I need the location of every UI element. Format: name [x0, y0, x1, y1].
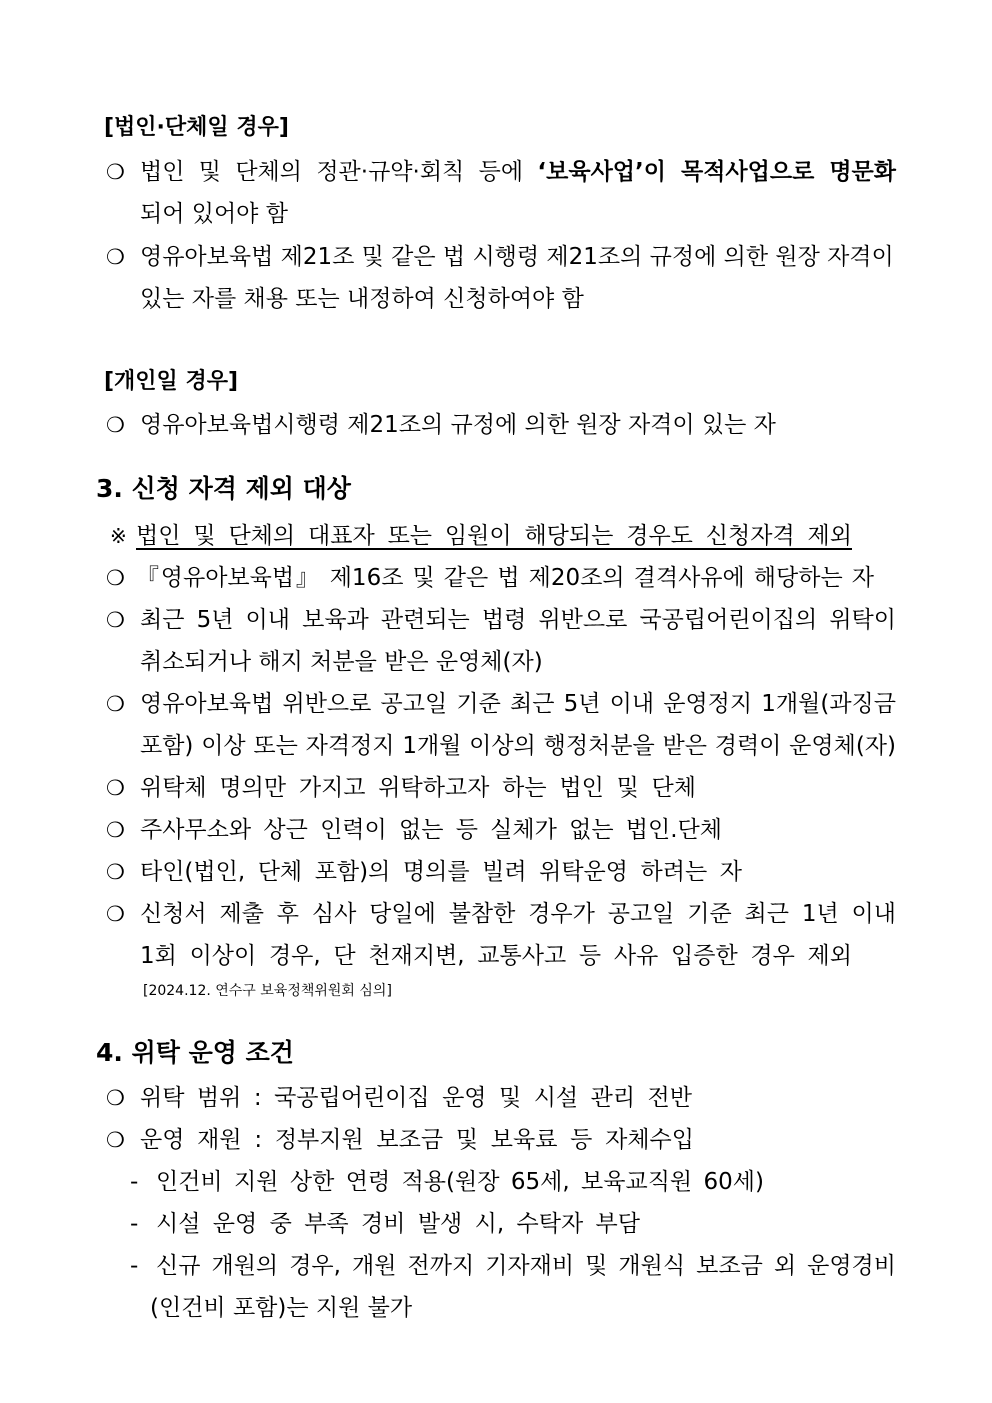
individual-heading: [개인일 경우]	[104, 369, 239, 394]
condition-item-1: 위탁 범위 : 국공립어린이집 운영 및 시설 관리 전반	[140, 1085, 692, 1111]
bullet-icon: ❍	[106, 1128, 125, 1152]
bullet-icon: ❍	[106, 692, 125, 716]
exclusion-item-7-note: [2024.12. 연수구 보육정책위원회 심의]	[143, 983, 392, 999]
dash-marker: -	[130, 1211, 139, 1237]
bullet-icon: ❍	[106, 902, 125, 926]
bullet-icon: ❍	[106, 160, 125, 184]
section-3-title: 3. 신청 자격 제외 대상	[96, 474, 351, 503]
bullet-icon: ❍	[106, 776, 125, 800]
bullet-icon: ❍	[106, 860, 125, 884]
exclusion-item-4: 위탁체 명의만 가지고 위탁하고자 하는 법인 및 단체	[140, 775, 696, 801]
exclusion-item-7-line2: 1회 이상이 경우, 단 천재지변, 교통사고 등 사유 입증한 경우 제외	[140, 943, 852, 969]
corp-item-2-line1: 영유아보육법 제21조 및 같은 법 시행령 제21조의 규정에 의한 원장 자격이	[140, 244, 894, 270]
exclusion-item-2-line2: 취소되거나 해지 처분을 받은 운영체(자)	[140, 649, 543, 675]
condition-subitem-2: 시설 운영 중 부족 경비 발생 시, 수탁자 부담	[156, 1211, 640, 1237]
condition-subitem-3-line1: 신규 개원의 경우, 개원 전까지 기자재비 및 개원식 보조금 외 운영경비	[156, 1253, 896, 1279]
section-4-title: 4. 위탁 운영 조건	[96, 1038, 294, 1067]
corp-item-1-text: 법인 및 단체의 정관·규약·회칙 등에	[140, 159, 538, 185]
corp-item-1-emphasis: ‘보육사업’이 목적사업으로 명문화	[537, 159, 896, 185]
exclusion-item-5: 주사무소와 상근 인력이 없는 등 실체가 없는 법인.단체	[140, 817, 722, 843]
corp-heading: [법인·단체일 경우]	[104, 115, 289, 140]
bullet-icon: ❍	[106, 245, 125, 269]
section-3-note: 법인 및 단체의 대표자 또는 임원이 해당되는 경우도 신청자격 제외	[136, 523, 852, 549]
individual-item-1: 영유아보육법시행령 제21조의 규정에 의한 원장 자격이 있는 자	[140, 412, 776, 438]
exclusion-item-3-line1: 영유아보육법 위반으로 공고일 기준 최근 5년 이내 운영정지 1개월(과징금	[140, 691, 896, 717]
exclusion-item-3-line2: 포함) 이상 또는 자격정지 1개월 이상의 행정처분을 받은 경력이 운영체(자)	[140, 733, 896, 759]
bullet-icon: ❍	[106, 566, 125, 590]
corp-item-2-line2: 있는 자를 채용 또는 내정하여 신청하여야 함	[140, 286, 584, 312]
bullet-icon: ❍	[106, 818, 125, 842]
dash-marker: -	[130, 1169, 139, 1195]
exclusion-item-7-line1: 신청서 제출 후 심사 당일에 불참한 경우가 공고일 기준 최근 1년 이내	[140, 901, 896, 927]
condition-subitem-3-line2: (인건비 포함)는 지원 불가	[150, 1295, 413, 1321]
bullet-icon: ❍	[106, 1086, 125, 1110]
bullet-icon: ❍	[106, 608, 125, 632]
corp-item-1	[140, 157, 896, 187]
bullet-icon: ❍	[106, 413, 125, 437]
exclusion-item-2-line1: 최근 5년 이내 보육과 관련되는 법령 위반으로 국공립어린이집의 위탁이	[140, 607, 896, 633]
dash-marker: -	[130, 1253, 139, 1279]
condition-subitem-1: 인건비 지원 상한 연령 적용(원장 65세, 보육교직원 60세)	[156, 1169, 764, 1195]
condition-item-2: 운영 재원 : 정부지원 보조금 및 보육료 등 자체수입	[140, 1127, 694, 1153]
exclusion-item-1: 『영유아보육법』 제16조 및 같은 법 제20조의 결격사유에 해당하는 자	[136, 565, 874, 591]
note-mark: ※	[110, 524, 127, 548]
corp-item-1-cont: 되어 있어야 함	[140, 201, 288, 227]
exclusion-item-6: 타인(법인, 단체 포함)의 명의를 빌려 위탁운영 하려는 자	[140, 859, 742, 885]
